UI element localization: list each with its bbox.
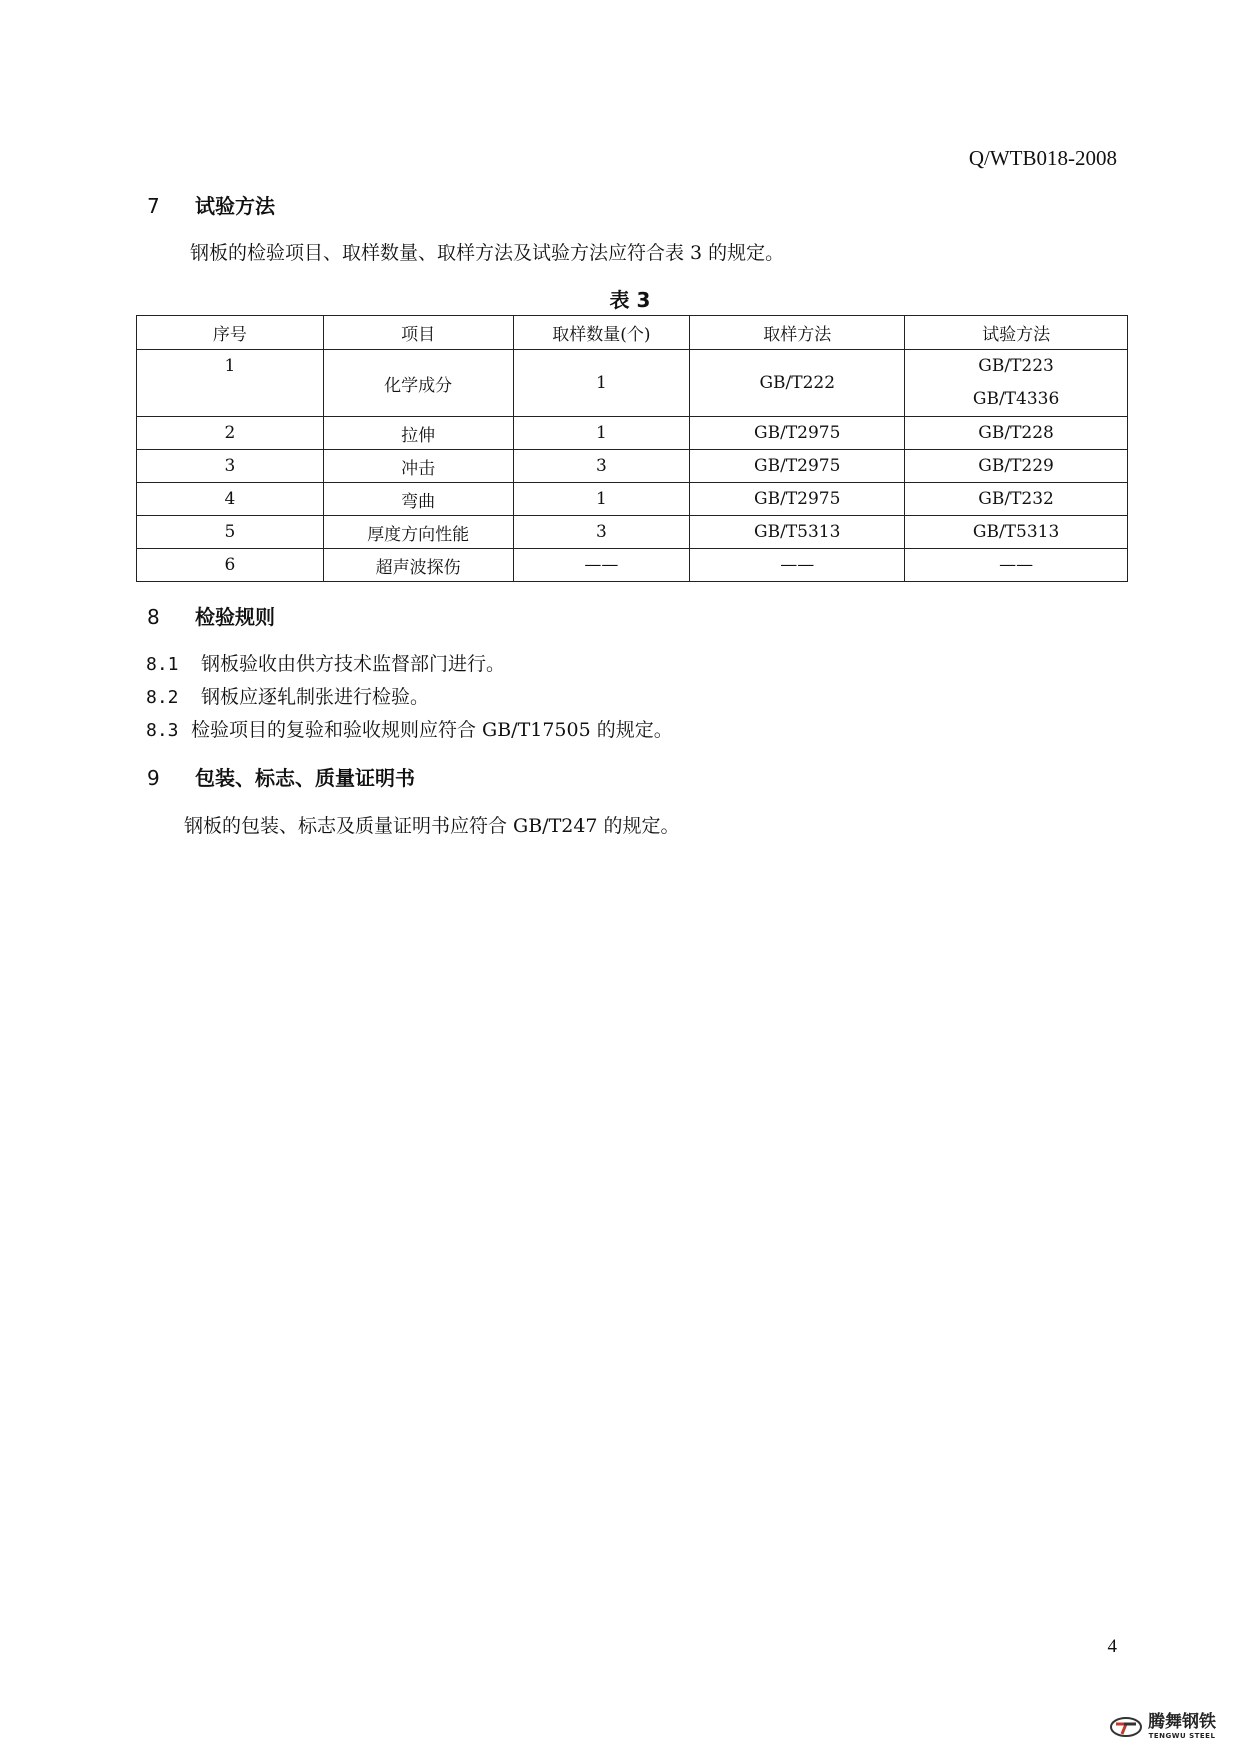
clause-text: 钢板验收由供方技术监督部门进行。 <box>201 653 506 675</box>
cell-item: 冲击 <box>323 450 513 483</box>
page-number: 4 <box>1107 1636 1117 1657</box>
cell-qty: 1 <box>513 417 690 450</box>
header-cell-qty: 取样数量(个) <box>513 316 690 350</box>
cell-test: —— <box>905 549 1128 582</box>
cell-no: 3 <box>137 450 324 483</box>
cell-item: 超声波探伤 <box>323 549 513 582</box>
document-code: Q/WTB018-2008 <box>968 146 1117 170</box>
clause-number: 8.1 <box>146 654 179 675</box>
section-7-title: 试验方法 <box>195 194 275 218</box>
cell-test-line: GB/T223 <box>978 356 1054 376</box>
table-row <box>137 483 1128 516</box>
section-7-text: 钢板的检验项目、取样数量、取样方法及试验方法应符合表 3 的规定。 <box>190 242 785 264</box>
company-logo <box>1110 1714 1216 1740</box>
cell-test-line: GB/T4336 <box>972 389 1060 409</box>
cell-qty: 1 <box>513 350 690 417</box>
section-9-heading <box>147 762 415 791</box>
cell-sampling: GB/T2975 <box>690 417 905 450</box>
logo-mark-icon <box>1110 1716 1142 1738</box>
section-9-text: 钢板的包装、标志及质量证明书应符合 GB/T247 的规定。 <box>184 815 680 837</box>
cell-sampling: GB/T5313 <box>690 516 905 549</box>
clause-number: 8.3 <box>146 720 179 741</box>
table-caption: 表 3 <box>609 288 651 312</box>
cell-sampling: —— <box>690 549 905 582</box>
section-9-title: 包装、标志、质量证明书 <box>195 766 415 790</box>
header-cell-no: 序号 <box>137 316 324 350</box>
cell-no: 1 <box>137 350 324 417</box>
cell-test <box>905 350 1128 417</box>
cell-no: 2 <box>137 417 324 450</box>
cell-test: GB/T5313 <box>905 516 1128 549</box>
section-7-heading <box>147 190 275 219</box>
header-cell-item: 项目 <box>323 316 513 350</box>
clause-text: 钢板应逐轧制张进行检验。 <box>201 686 430 708</box>
clause-8-3 <box>146 715 673 742</box>
logo-chinese-text: 腾舞钢铁 <box>1148 1712 1216 1732</box>
logo-english-text: TENGWU STEEL <box>1148 1732 1216 1740</box>
cell-item: 弯曲 <box>323 483 513 516</box>
cell-qty: 3 <box>513 450 690 483</box>
cell-test: GB/T229 <box>905 450 1128 483</box>
cell-qty: —— <box>513 549 690 582</box>
header-cell-sampling: 取样方法 <box>690 316 905 350</box>
section-8-number: 8 <box>147 605 160 629</box>
cell-test: GB/T232 <box>905 483 1128 516</box>
clause-8-2 <box>146 682 429 709</box>
cell-item: 拉伸 <box>323 417 513 450</box>
clause-text: 检验项目的复验和验收规则应符合 GB/T17505 的规定。 <box>191 719 673 741</box>
cell-qty: 3 <box>513 516 690 549</box>
section-9-number: 9 <box>147 766 160 790</box>
clause-number: 8.2 <box>146 687 179 708</box>
cell-sampling: GB/T222 <box>690 350 905 417</box>
cell-no: 6 <box>137 549 324 582</box>
cell-sampling: GB/T2975 <box>690 450 905 483</box>
cell-no: 5 <box>137 516 324 549</box>
header-cell-test: 试验方法 <box>905 316 1128 350</box>
section-7-number: 7 <box>147 194 160 218</box>
table-header-row <box>137 316 1128 350</box>
cell-qty: 1 <box>513 483 690 516</box>
cell-no: 4 <box>137 483 324 516</box>
cell-test: GB/T228 <box>905 417 1128 450</box>
clause-8-1 <box>146 649 505 676</box>
table-row <box>137 516 1128 549</box>
section-8-heading <box>147 601 275 630</box>
test-method-table <box>136 315 1128 582</box>
cell-item: 厚度方向性能 <box>323 516 513 549</box>
table-row <box>137 417 1128 450</box>
section-8-title: 检验规则 <box>195 605 275 629</box>
cell-item: 化学成分 <box>323 350 513 417</box>
table-row <box>137 549 1128 582</box>
cell-sampling: GB/T2975 <box>690 483 905 516</box>
table-row <box>137 350 1128 417</box>
table-row <box>137 450 1128 483</box>
